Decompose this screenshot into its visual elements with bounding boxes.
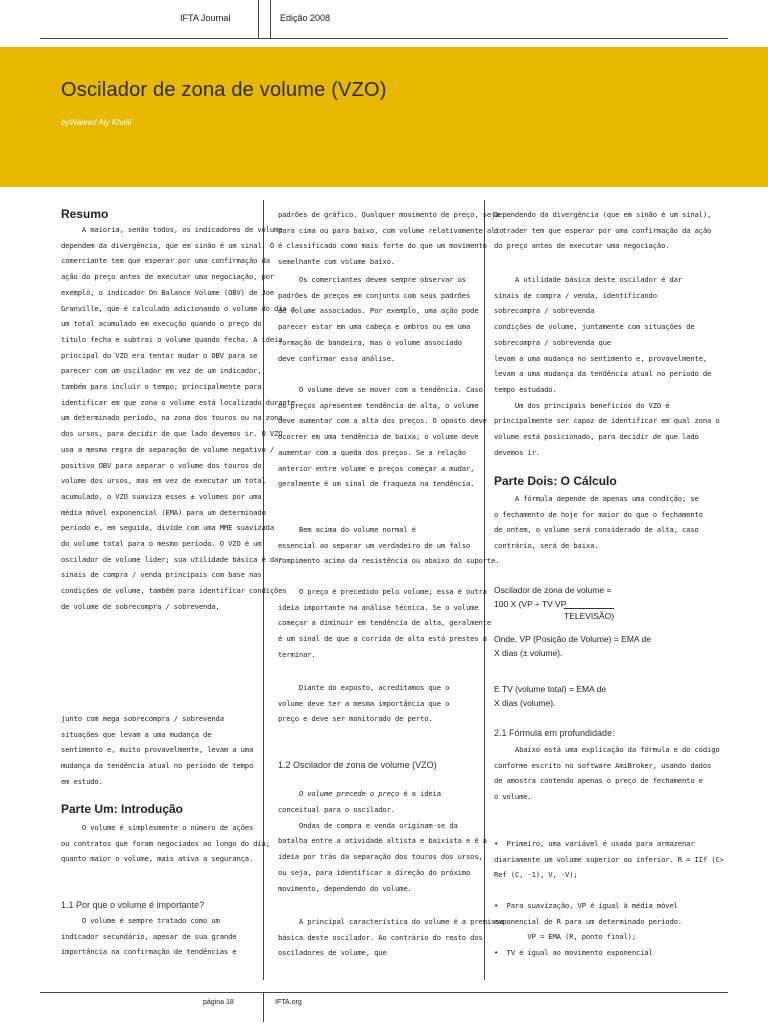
page-number: página 18 (203, 999, 234, 1006)
col2-paragraph-4: Bem acima do volume normal é essencial ao separar um verdadeiro de um falso rompimento acima da resistência ou abaixo do suporte. (278, 525, 500, 566)
heading-section-2-1: 2.1 Fórmula em profundidade: (494, 728, 615, 738)
article-title: Oscilador de zona de volume (VZO) (61, 79, 387, 101)
resumo-text: A maioria, senão todos, os indicadores de volume dependem da divergência, que em sinão é um sinal. O comerciante tem que esperar por uma confirmação da ação do preço antes de executar uma negociação, por exemplo, o indicador On Balance Volume (OBV) de Joe Granville, que é calculado adicionando o volume do dia a um total acumulado em execução quando o preço do título fecha e subtrai o volume quando fecha. A ideia principal do VZO era tentar mudar o OBV para se parecer com um oscilador em vez de um indicador, também para incluir o tempo; principalmente para identificar em que zona o volume está localizado durante um determinado período, na zona dos touros ou na zona dos ursos, para decidir de que lado devemos ir. O VZO usa a mesma regra de separação de volume negativo / positivo OBV para separar o volume dos touros do volume dos ursos, mas em vez de executar um total acumulado, o VZO suaviza esses ± volumes por uma média móvel exponencial (EMA) para um determinado período e, em seguida, divide com uma MME suavizada do volume total para o mesmo período. O VZO é um oscilador de volume líder; sua utilidade básica é dar sinais de compra / venda principais com base nas condições de volume, também para identificar condições de volume de sobrecompra / sobrevenda, (61, 225, 295, 611)
col2-paragraph-7 (278, 786, 441, 802)
paragraph-text: é a ideia (399, 789, 441, 798)
section-2-1-text: Abaixo está uma explicação da fórmula e do código conforme escrito no software AmiBroker, usando dados de amostra contendo apenas o preço de fechamento e o volume. (494, 745, 720, 802)
title-banner (0, 47, 768, 187)
journal-name: IFTA Journal (180, 13, 231, 23)
col2-paragraph-1: padrões de gráfico. Qualquer movimento de preço, seja para cima ou para baixo, com volume relativamente alto é classificado como mais forte do que um movimento semelhante com volume baixo. (278, 210, 504, 267)
site-link[interactable]: IFTA.org (275, 999, 302, 1006)
edition-label: Edição 2008 (280, 13, 331, 23)
header-divider (270, 0, 271, 38)
col2-paragraph-8: A principal característica do volume é a premissa básica deste oscilador. Ao contrário do resto dos osciladores de volume, que (278, 917, 504, 958)
part-one-text: O volume é simplesmente o número de ações ou contratos que foram negociados ao longo do dia; quanto maior o volume, mais ativa a segurança. (61, 823, 270, 864)
part-two-text: A fórmula depende de apenas uma condição; se o fechamento de hoje for maior do que o fechamento de ontem, o volume será considerado de alta, caso contrário, será de baixa. (494, 494, 703, 551)
bullet-list-2: • Para suavização, VP é igual à média móvel exponencial de R para um determinado período. VP = EMA (R, ponto final); • TV é igual ao movimento exponencial (494, 901, 682, 958)
formula-denominator: TELEVISÃO) (564, 608, 614, 623)
col3-paragraph-1: Dependendo da divergência (que em sinão é um sinal), o trader tem que esperar por uma confirmação da ação do preço antes de executar uma negociação. (494, 210, 712, 251)
col2-paragraph-2: Os comerciantes devem sempre observar os padrões de preços em conjunto com seus padrões de volume associados. Por exemplo, uma ação pode parecer estar em uma cabeça e ombros ou em uma formação de bandeira, mas o volume associado deve confirmar essa análise. (278, 275, 479, 363)
heading-section-1-1: 1.1 Por que o volume é importante? (61, 900, 205, 910)
footer-rule (40, 992, 728, 993)
col2-paragraph-3: O volume deve se mover com a tendência. Caso os preços apresentem tendência de alta, o volume deve aumentar com a alta dos preços. O oposto deve ocorrer em uma tendência de baixa; o volume deve aumentar com a queda dos preços. Se a relação anterior entre volume e preços começar a mudar, geralmente é um sinal de fraqueza na tendência. (278, 385, 487, 489)
heading-part-two: Parte Dois: O Cálculo (494, 474, 617, 488)
formula-vzo: Oscilador de zona de volume = 100 X (VP ÷ TV VP (494, 585, 612, 609)
col2-paragraph-5: O preço é precedido pelo volume; essa é outra ideia importante na análise técnica. Se o volume começar a diminuir em tendência de alta, geralmente é um sinal de que a corrida de alta está prestes a terminar. (278, 587, 492, 659)
col2-paragraph-6: Diante do exposto, acreditamos que o volume deve ter a mesma importância que o preço e deve ser monitorado de perto. (278, 683, 450, 724)
resumo-continued: junto com mega sobrecompra / sobrevenda situações que levam a uma mudança de sentimento e, muito provavelmente, levam a uma mudança da tendência atual no período de tempo em estudo. (61, 714, 254, 786)
col3-paragraph-2: A utilidade básica deste oscilador é dar sinais de compra / venda, identificando sobrecompra / sobrevenda condições de volume, juntamente com situações de sobrecompra / sobrevenda que levam a uma mudança no sentimento e, provavelmente, levam a uma mudança da tendência atual no período de tempo estudado. Um dos principais benefícios do VZO é principalmente ser capaz de identificar em qual zona o volume está posicionado, para decidir de que lado devemos ir. (494, 275, 720, 457)
emphasis-text: O volume precede o preço (278, 789, 400, 798)
heading-part-one: Parte Um: Introdução (61, 802, 184, 816)
page-header (0, 0, 768, 40)
article-author: byWaleed Aly Khalil (61, 118, 132, 127)
heading-resumo: Resumo (61, 207, 109, 221)
header-rule (40, 38, 728, 39)
heading-section-1-2: 1.2 Oscilador de zona de volume (VZO) (278, 760, 437, 770)
header-divider (258, 0, 259, 38)
bullet-list-1: • Primeiro, uma variável é usada para armazenar diariamente um volume superior ou inferior. R = IIf (C> Ref (C, -1), V, -V); (494, 839, 724, 880)
footer-divider (263, 992, 264, 1022)
formula-vp-definition: Onde, VP (Posição de Volume) = EMA de X dias (± volume). (494, 634, 651, 658)
section-1-1-text: O volume é sempre tratado como um indicador secundário, apesar de sua grande importância na confirmação de tendências e (61, 916, 237, 957)
formula-tv-definition: E TV (volume total) = EMA de X dias (volume). (494, 684, 607, 708)
page-footer (0, 992, 768, 1024)
col2-paragraph-7b: conceitual para o oscilador. Ondas de compra e venda originam-se da batalha entre a atividade altista e baixista e é a ideia por trás da separação dos touros dos ursos, ou seja, para identificar a direção do próximo movimento, dependendo do volume. (278, 805, 487, 893)
